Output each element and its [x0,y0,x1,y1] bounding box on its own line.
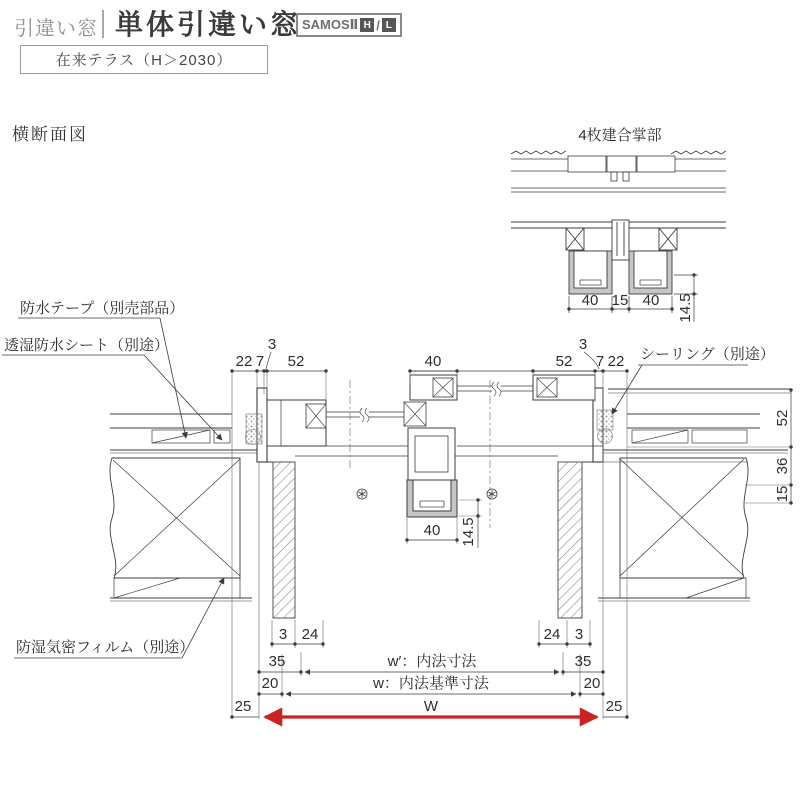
callout-sealing: シーリング（別途） [640,346,775,363]
right-wall-section [582,389,791,601]
detail-view [511,126,726,323]
dim-25-right: 25 [605,698,623,715]
dim-36-vert: 36 [774,457,791,475]
dim-40-channel: 40 [423,522,441,539]
grade-separator: / [376,17,380,33]
dim-15-vert: 15 [774,485,791,503]
detail-plan-view [511,151,726,192]
dim-3-right: 3 [578,336,588,353]
circled-asterisk-icon [487,489,497,499]
variant-box: 在来テラス（H＞2030） [20,45,268,74]
dim-3-bottom-right: 3 [574,626,584,643]
dim-7-left: 7 [255,353,265,370]
dim-35-right: 35 [574,653,592,670]
dim-24-bottom-right: 24 [543,626,561,643]
dimension-column-right [774,388,793,504]
dim-52-vert: 52 [774,409,791,427]
left-wall-section [110,414,257,601]
grade-l-badge: L [382,18,396,32]
dim-52-right: 52 [555,353,573,370]
dim-3-left: 3 [267,336,277,353]
detail-dim-14-5: 14.5 [677,293,694,323]
dim-52-left: 52 [287,353,305,370]
detail-dim-40-right: 40 [642,292,660,309]
dim-3-bottom-left: 3 [278,626,288,643]
dim-35-left: 35 [268,653,286,670]
meeting-rail-channel [407,480,457,517]
dim-20-right: 20 [583,675,601,692]
dim-24-bottom-left: 24 [301,626,319,643]
page-title: 単体引違い窓 [115,9,302,40]
section-title: 横断面図 [12,125,88,144]
callout-waterproof-tape: 防水テープ（別売部品） [20,300,185,317]
exterior-sash [410,375,595,400]
circled-asterisk-icon [357,489,367,499]
detail-title: 4枚建合掌部 [578,127,662,144]
exterior-glass [457,382,533,396]
callout-breathable-sheet: 透湿防水シート（別途） [4,337,170,354]
dim-20-left: 20 [261,675,279,692]
grade-h-badge: H [360,18,374,32]
dimension-row-top [230,336,628,373]
dimension-rows-bottom [230,626,628,719]
detail-dim-15: 15 [611,292,629,309]
dim-25-left: 25 [234,698,252,715]
dim-22-left: 22 [235,353,253,370]
category-label: 引違い窓 [14,18,98,40]
detail-dim-40-left: 40 [581,292,599,309]
overall-width-label: W [423,698,439,715]
callout-moistureproof-film: 防湿気密フィルム（別途） [16,639,195,656]
dim-40-top: 40 [424,353,442,370]
dim-7-right: 7 [595,353,605,370]
inner-width-label: w′：内法寸法 [387,653,477,670]
inner-std-width-label: w：内法基準寸法 [373,675,489,692]
interior-glass [326,408,404,422]
series-name: SAMOSⅡ [302,17,359,32]
dim-14-5-channel: 14.5 [460,517,477,547]
dim-22-right: 22 [607,353,625,370]
callouts [2,299,775,658]
